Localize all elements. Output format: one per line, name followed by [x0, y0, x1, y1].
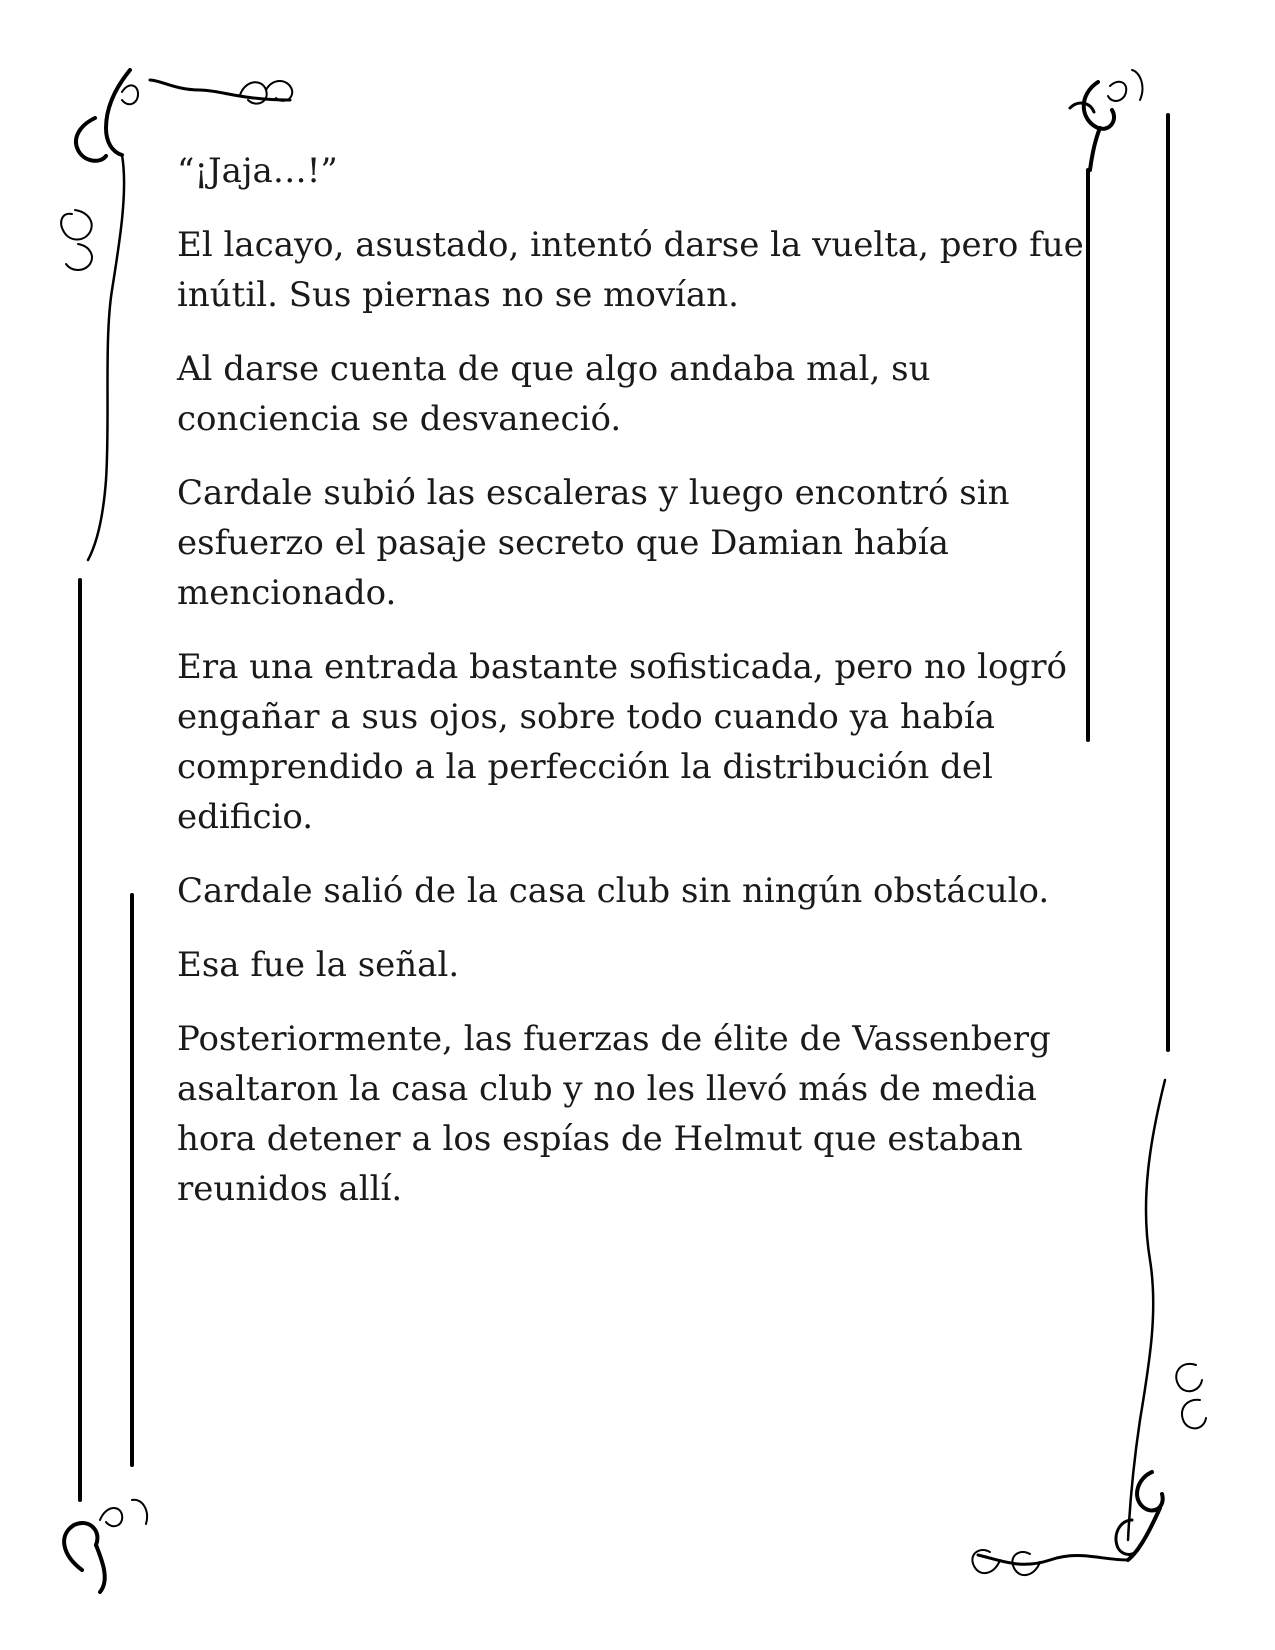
paragraph-assault: Posteriormente, las fuerzas de élite de Vassenberg asaltaron la casa club y no les llevó más de media hora detener a los espías de Helmut que estaban reunidos allí.: [177, 1019, 1051, 1209]
paragraph-consciousness: Al darse cuenta de que algo andaba mal, su conciencia se desvaneció.: [177, 349, 931, 439]
paragraph-signal: Esa fue la señal.: [177, 945, 460, 985]
chapter-text: [177, 146, 1107, 1238]
paragraph-laugh: “¡Jaja…!”: [177, 151, 338, 191]
paragraph-secret-passage: Cardale subió las escaleras y luego encontró sin esfuerzo el pasaje secreto que Damian había mencionado.: [177, 473, 1010, 613]
paragraph-entrance: Era una entrada bastante sofisticada, pero no logró engañar a sus ojos, sobre todo cuando ya había comprendido a la perfección la distribución del edificio.: [177, 647, 1067, 837]
paragraph-exit: Cardale salió de la casa club sin ningún obstáculo.: [177, 871, 1050, 911]
paragraph-lackey: El lacayo, asustado, intentó darse la vuelta, pero fue inútil. Sus piernas no se movían.: [177, 225, 1084, 315]
flourish-bottom-left: [64, 580, 147, 1592]
